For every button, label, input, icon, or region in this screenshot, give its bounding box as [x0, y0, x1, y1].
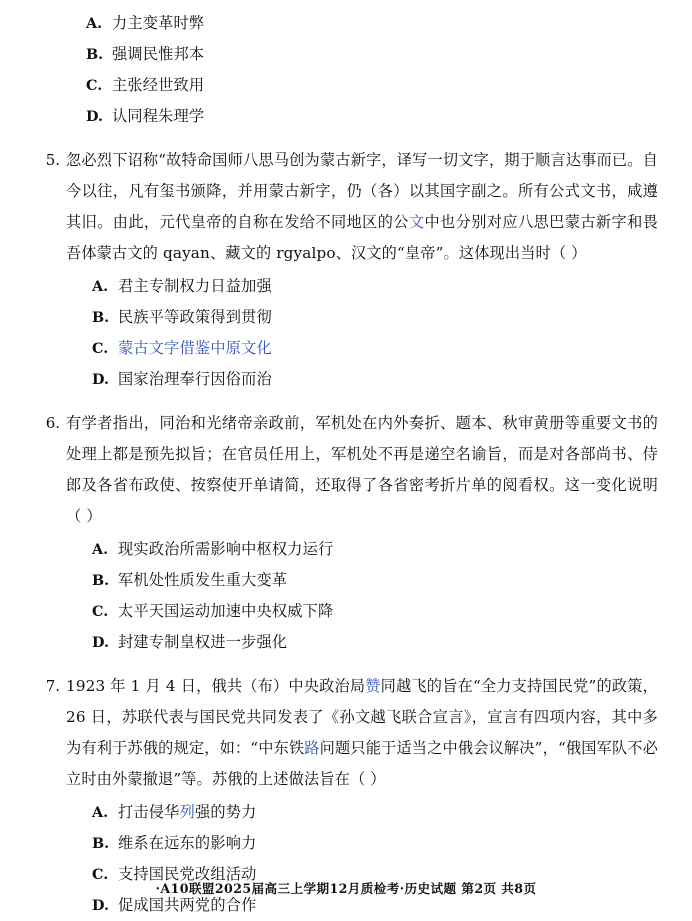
option-item[interactable] [34, 70, 658, 101]
option-label: A. [92, 804, 109, 821]
option-text [118, 364, 658, 395]
option-text: 封建专制皇权进一步强化 [118, 633, 288, 651]
option-item[interactable] [66, 797, 658, 828]
stem-part-highlight: 文 [408, 213, 425, 231]
stem-part: 问题只能于适当之中俄会议解决”，“俄国军队不必立时由外蒙撤退”等。苏俄的上述做法旨在（ ） [66, 739, 658, 788]
option-text: 主张经世致用 [112, 76, 205, 94]
question-number: 5. [45, 151, 60, 169]
option-label: D. [86, 108, 103, 125]
question-5 [34, 145, 658, 395]
option-text-part: 君主专制权力日益加强 [118, 277, 272, 295]
question-stem: 有学者指出，同治和光绪帝亲政前，军机处在内外奏折、题本、秋审黄册等重要文书的处理上都是预先拟旨；在官员任用上，军机处不再是递空名谕旨，而是对各部尚书、侍郎及各省布政使、按察使开单请简，还取得了各省密考折片单的阅看权。这一变化说明（ ） [66, 414, 658, 525]
question-body [66, 408, 658, 658]
option-item[interactable] [66, 828, 658, 859]
option-label: C. [92, 866, 109, 883]
option-label: C. [86, 77, 103, 94]
option-list [66, 797, 658, 921]
page-footer: ·A10联盟2025届高三上学期12月质检考·历史试题 第2页 共8页 [155, 881, 537, 896]
option-label: A. [92, 541, 109, 558]
option-text-part: 强的势力 [194, 803, 257, 821]
option-item[interactable] [34, 101, 658, 132]
option-text: 维系在远东的影响力 [118, 834, 257, 852]
stem-part: 1923 年 1 月 4 日，俄共（布）中央政治局 [66, 677, 366, 695]
question-6 [34, 408, 658, 658]
stem-part-highlight: 路 [304, 739, 320, 757]
option-label: D. [92, 371, 109, 388]
option-label: B. [92, 572, 110, 589]
option-text [118, 333, 658, 364]
option-text: 支持国民党改组活动 [118, 865, 257, 883]
option-item[interactable] [66, 271, 658, 302]
question-number: 7. [45, 677, 60, 695]
stem-part: 中也分别对应八思巴蒙古新字和畏吾体蒙古文的 qayan、藏文的 rgyalpo、汉文的“皇帝” [66, 213, 658, 262]
option-label: A. [92, 278, 109, 295]
option-label: B. [92, 835, 110, 852]
option-text-part: 民族平等政策得到贯彻 [118, 308, 272, 326]
option-item[interactable] [66, 534, 658, 565]
option-label: A. [86, 15, 103, 32]
option-item[interactable] [66, 565, 658, 596]
option-text [118, 797, 658, 828]
question-body [66, 145, 658, 395]
option-text-highlight: 蒙古文字借鉴中原文化 [118, 339, 272, 357]
stem-part-highlight: 赞 [365, 677, 381, 695]
option-label: C. [92, 340, 109, 357]
option-list [66, 271, 658, 395]
option-text [118, 271, 658, 302]
option-label: D. [92, 897, 109, 914]
option-item[interactable] [66, 596, 658, 627]
option-item[interactable] [34, 8, 658, 39]
option-item[interactable] [66, 333, 658, 364]
option-text-highlight: 列 [179, 803, 195, 821]
stem-part: 这体现出当时（ ） [458, 244, 587, 262]
question-number: 6. [45, 414, 60, 432]
option-label: C. [92, 603, 109, 620]
option-label: D. [92, 634, 109, 651]
question-stem [66, 145, 658, 269]
option-label: B. [92, 309, 110, 326]
option-text-part: 国家治理奉行因俗而治 [118, 370, 272, 388]
stem-part: 同越飞的旨在“全力支持国民党”的政策，26 日，苏联代表与国民党共同发表了《孙文越飞联合宣言》，宣言有四项内容，其中多为有利于苏俄的规定，如：“中东铁 [66, 677, 658, 757]
option-item[interactable] [66, 364, 658, 395]
option-text: 强调民惟邦本 [112, 45, 205, 63]
option-label: B. [86, 46, 104, 63]
question-stem [66, 671, 658, 795]
option-item[interactable] [66, 302, 658, 333]
carryover-option-list [34, 8, 658, 132]
option-text: 现实政治所需影响中枢权力运行 [118, 540, 334, 558]
stem-part-highlight: 。 [443, 244, 459, 262]
option-text: 太平天国运动加速中央权威下降 [118, 602, 334, 620]
option-list [66, 534, 658, 658]
option-item[interactable] [34, 39, 658, 70]
stem-part: 忽必烈下诏称“故特命国师八思马创为蒙古新字，译写一切文字，期于顺言达事而已。自今以往，凡有玺书颁降，并用蒙古新字，仍（各）以其国字副之。所有公式文书，咸遵其旧。由此，元代皇帝的自称在发给不同地区的公 [66, 151, 658, 231]
option-text: 认同程朱理学 [112, 107, 205, 125]
option-text-part: 打击侵华 [118, 803, 180, 821]
option-text: 力主变革时弊 [112, 14, 205, 32]
option-text: 军机处性质发生重大变革 [118, 571, 288, 589]
option-item[interactable] [66, 627, 658, 658]
option-text [118, 302, 658, 333]
option-text: 促成国共两党的合作 [118, 896, 257, 914]
